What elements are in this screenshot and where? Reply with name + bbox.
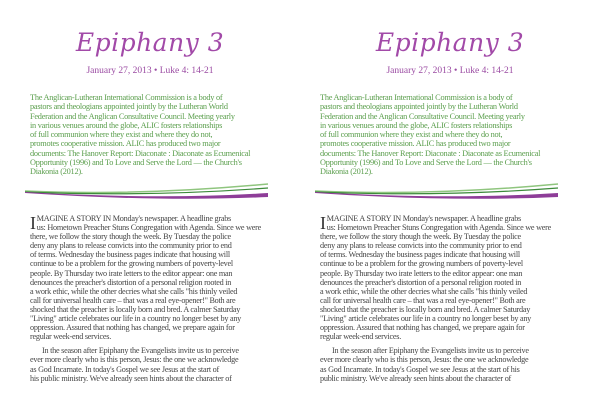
body-line: of terms. Wednesday the business pages indicate that housing will <box>320 250 520 260</box>
body-line: ever more clearly who is this person, Jesus: the one we acknowledge <box>320 355 529 365</box>
body-line: us: Hometown Preacher Stuns Congregation with Agenda. Since we were <box>326 223 552 233</box>
body-line: as God Incarnate. In today's Gospel we see Jesus at the start of <box>30 364 219 374</box>
body-line: a work ethic, while the other decries what she calls "his thinly veiled <box>320 286 528 296</box>
body-line: In the season after Epiphany the Evangelists invite us to perceive <box>332 346 529 356</box>
decorative-swoosh <box>315 180 560 200</box>
drop-cap: I <box>30 213 36 233</box>
intro-line: promotes cooperative mission. ALIC has produced two major <box>30 139 221 149</box>
date-reference: January 27, 2013 • Luke 4: 14-21 <box>386 66 514 76</box>
intro-paragraph <box>320 93 540 176</box>
date-reference: January 27, 2013 • Luke 4: 14-21 <box>86 66 214 76</box>
body-line: shocked that the preacher is locally born and bred. A calmer Saturday <box>320 304 531 314</box>
body-line: "Living" article celebrates our life in a country no longer beset by any <box>30 314 242 324</box>
body-line: denounces the preacher's distortion of a personal religion rooted in <box>30 277 232 287</box>
body-line: ever more clearly who is this person, Jesus: the one we acknowledge <box>30 355 239 365</box>
intro-line: of full communion where they exist and where they do not, <box>320 130 503 139</box>
body-line: call for universal health care – that was a real eye-opener!" Both are <box>320 295 526 305</box>
intro-line: of full communion where they exist and where they do not, <box>30 130 213 139</box>
intro-line: in various venues around the globe, ALIC fosters relationships <box>30 120 223 130</box>
body-line: his public ministry. We've already seen hints about the character of <box>30 373 232 383</box>
body-line: call for universal health care – that was a real eye-opener!" Both are <box>30 295 236 305</box>
paragraph <box>320 213 552 342</box>
body-line: In the season after Epiphany the Evangelists invite us to perceive <box>42 346 239 356</box>
intro-line: Opportunity (1996) and To Love and Serve the Lord — the Church's <box>30 157 242 167</box>
intro-line: Federation and the Anglican Consultative Council. Meeting yearly <box>30 111 235 121</box>
page-title: Epiphany 3 <box>375 28 525 57</box>
body-line: shocked that the preacher is locally born and bred. A calmer Saturday <box>30 304 241 314</box>
intro-line: in various venues around the globe, ALIC fosters relationships <box>320 120 513 130</box>
body-line: MAGINE A STORY IN Monday's newspaper. A headline grabs <box>36 214 231 223</box>
intro-line: documents: The Hanover Report: Diaconate : Diaconate as Ecumenical <box>320 148 541 158</box>
body-line: regular week-end services. <box>320 332 402 342</box>
body-line: people. By Thursday two irate letters to the editor appear: one man <box>30 268 233 278</box>
intro-paragraph <box>30 93 250 176</box>
body-line: deny any plans to release convicts into the community prior to end <box>320 241 522 251</box>
intro-line: promotes cooperative mission. ALIC has produced two major <box>320 139 511 149</box>
body-line: "Living" article celebrates our life in a country no longer beset by any <box>320 314 532 324</box>
body-line: oppression. Assured that nothing has changed, we prepare again for <box>30 323 235 333</box>
page-title: Epiphany 3 <box>75 28 225 57</box>
intro-line: The Anglican-Lutheran International Commission is a body of <box>320 93 513 102</box>
body-line: of terms. Wednesday the business pages indicate that housing will <box>30 250 230 260</box>
body-line: MAGINE A STORY IN Monday's newspaper. A headline grabs <box>326 214 521 223</box>
paragraph <box>320 346 544 382</box>
body-line: public ministry. We've already seen hints about the character of <box>320 373 512 383</box>
body-line: there, we follow the story though the week. By Tuesday the police <box>30 232 231 242</box>
intro-line: pastors and theologians appointed jointly by the Lutheran World <box>320 102 518 112</box>
paragraph <box>30 213 262 342</box>
sermon-body <box>30 213 262 383</box>
decorative-swoosh <box>25 180 270 200</box>
body-line: continue to be a problem for the growing numbers of poverty-level <box>30 259 233 269</box>
body-line: a work ethic, while the other decries what she calls "his thinly veiled <box>30 286 238 296</box>
intro-line: The Anglican-Lutheran International Commission is a body of <box>30 93 223 102</box>
intro-line: pastors and theologians appointed jointly by the Lutheran World <box>30 102 228 112</box>
body-line: deny any plans to release convicts into the community prior to end <box>30 241 232 251</box>
body-line: oppression. Assured that nothing has changed, we prepare again for <box>320 323 525 333</box>
paragraph <box>30 346 254 382</box>
body-line: there, we follow the story though the week. By Tuesday the police <box>320 232 521 242</box>
body-line: denounces the preacher's distortion of a personal religion rooted in <box>320 277 522 287</box>
intro-line: Opportunity (1996) and To Love and Serve the Lord — the Church's <box>320 157 532 167</box>
drop-cap: I <box>320 213 326 233</box>
intro-line: Federation and the Anglican Consultative Council. Meeting yearly <box>320 111 525 121</box>
body-line: continue to be a problem for the growing numbers of poverty-level <box>320 259 523 269</box>
sermon-body <box>320 213 552 383</box>
intro-line: Diakonia (2012). <box>320 167 373 176</box>
intro-line: documents: The Hanover Report: Diaconate : Diaconate as Ecumenical <box>30 148 251 158</box>
intro-line: Diakonia (2012). <box>30 167 83 176</box>
body-line: regular week-end services. <box>30 332 112 342</box>
body-line: us: Hometown Preacher Stuns Congregation with Agenda. Since we were <box>36 223 262 233</box>
body-line: as God Incarnate. In today's Gospel we see Jesus at the start of his <box>320 364 520 374</box>
body-line: people. By Thursday two irate letters to the editor appear: one man <box>320 268 523 278</box>
page-2 <box>300 0 600 400</box>
